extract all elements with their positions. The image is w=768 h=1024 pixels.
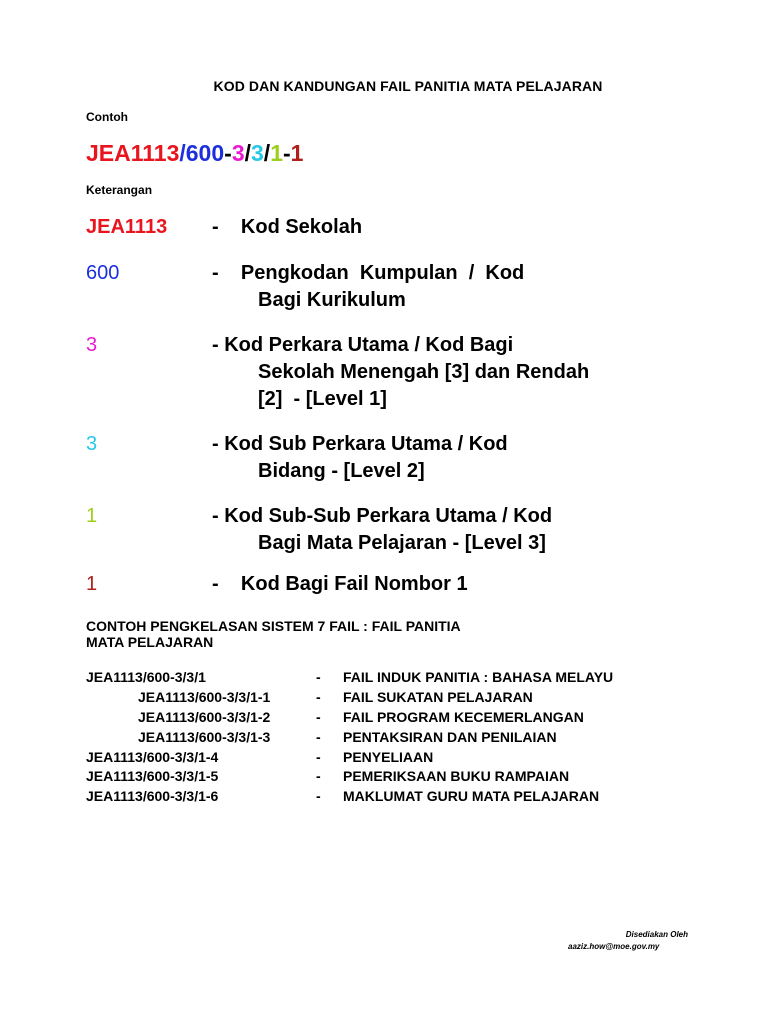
- keterangan-line: Kod Sub-Sub Perkara Utama / Kod: [224, 505, 553, 527]
- keterangan-line: Kod Sub Perkara Utama / Kod: [224, 433, 508, 455]
- file-desc: PENYELIAAN: [343, 749, 434, 765]
- keterangan-dash: -: [212, 262, 219, 284]
- example-code-school: JEA1113: [86, 140, 180, 166]
- keterangan-desc: [212, 260, 524, 314]
- file-code: JEA1113/600-3/3/1-4: [86, 749, 219, 765]
- example-code-sep: -: [282, 140, 291, 166]
- file-dash: -: [316, 709, 321, 725]
- section-title-line: CONTOH PENGKELASAN SISTEM 7 FAIL : FAIL PANITIA: [86, 618, 461, 634]
- file-dash: -: [316, 788, 321, 804]
- keterangan-code: 3: [86, 334, 98, 356]
- keterangan-line: Pengkodan Kumpulan / Kod: [240, 262, 525, 284]
- keterangan-desc: [212, 571, 468, 598]
- file-dash: -: [316, 729, 321, 745]
- keterangan-dash: -: [212, 433, 219, 455]
- example-code-sep: /: [263, 140, 271, 166]
- keterangan-line: Bagi Mata Pelajaran - [Level 3]: [258, 532, 546, 554]
- file-desc: FAIL SUKATAN PELAJARAN: [343, 689, 533, 705]
- keterangan-line: Kod Sekolah: [240, 216, 363, 238]
- example-code-group: 600: [185, 140, 225, 166]
- file-desc: PENTAKSIRAN DAN PENILAIAN: [343, 729, 557, 745]
- keterangan-code: 1: [86, 505, 98, 527]
- file-dash: -: [316, 749, 321, 765]
- file-code: JEA1113/600-3/3/1-1: [138, 689, 271, 705]
- keterangan-line: Bidang - [Level 2]: [258, 460, 425, 482]
- keterangan-desc: [212, 332, 589, 413]
- example-code-sub: 3: [251, 140, 264, 166]
- keterangan-desc: [212, 503, 552, 557]
- example-code-subsub: 1: [270, 140, 283, 166]
- example-code-sep: /: [244, 140, 251, 166]
- file-code: JEA1113/600-3/3/1-5: [86, 768, 219, 784]
- keterangan-line: Kod Bagi Fail Nombor 1: [240, 573, 468, 595]
- footer-email: aaziz.how@moe.gov.my: [568, 942, 660, 951]
- file-desc: PEMERIKSAAN BUKU RAMPAIAN: [343, 768, 570, 784]
- file-desc: FAIL INDUK PANITIA : BAHASA MELAYU: [343, 669, 614, 685]
- keterangan-dash: -: [212, 573, 219, 595]
- keterangan-code: 3: [86, 433, 98, 455]
- file-code: JEA1113/600-3/3/1-6: [86, 788, 219, 804]
- file-dash: -: [316, 669, 321, 685]
- keterangan-desc: [212, 431, 508, 485]
- file-desc: MAKLUMAT GURU MATA PELAJARAN: [343, 788, 600, 804]
- keterangan-line: Bagi Kurikulum: [258, 289, 406, 311]
- keterangan-code: 600: [86, 262, 120, 284]
- section-title-line: MATA PELAJARAN: [86, 634, 214, 650]
- file-dash: -: [316, 689, 321, 705]
- file-code: JEA1113/600-3/3/1-2: [138, 709, 271, 725]
- footer-prepared-by: Disediakan Oleh: [625, 930, 688, 939]
- keterangan-code: 1: [86, 573, 98, 595]
- example-code-sep: /: [179, 140, 186, 166]
- keterangan-code: JEA1113: [86, 216, 168, 238]
- section-title: [86, 618, 461, 650]
- page-title: KOD DAN KANDUNGAN FAIL PANITIA MATA PELAJARAN: [213, 78, 603, 94]
- contoh-label: Contoh: [86, 110, 128, 124]
- keterangan-line: [2] - [Level 1]: [258, 388, 387, 410]
- file-desc: FAIL PROGRAM KECEMERLANGAN: [343, 709, 584, 725]
- example-code-main: 3: [231, 140, 245, 166]
- file-code: JEA1113/600-3/3/1-3: [138, 729, 271, 745]
- example-code: [86, 140, 303, 167]
- keterangan-label: Keterangan: [86, 183, 153, 197]
- keterangan-dash: -: [212, 334, 219, 356]
- keterangan-line: Kod Perkara Utama / Kod Bagi: [224, 334, 514, 356]
- example-code-sep: -: [224, 140, 232, 166]
- keterangan-desc: [212, 214, 362, 241]
- keterangan-dash: -: [212, 505, 219, 527]
- keterangan-line: Sekolah Menengah [3] dan Rendah: [258, 361, 590, 383]
- keterangan-dash: -: [212, 216, 219, 238]
- file-code: JEA1113/600-3/3/1: [86, 669, 206, 685]
- file-dash: -: [316, 768, 321, 784]
- example-code-file: 1: [290, 140, 304, 166]
